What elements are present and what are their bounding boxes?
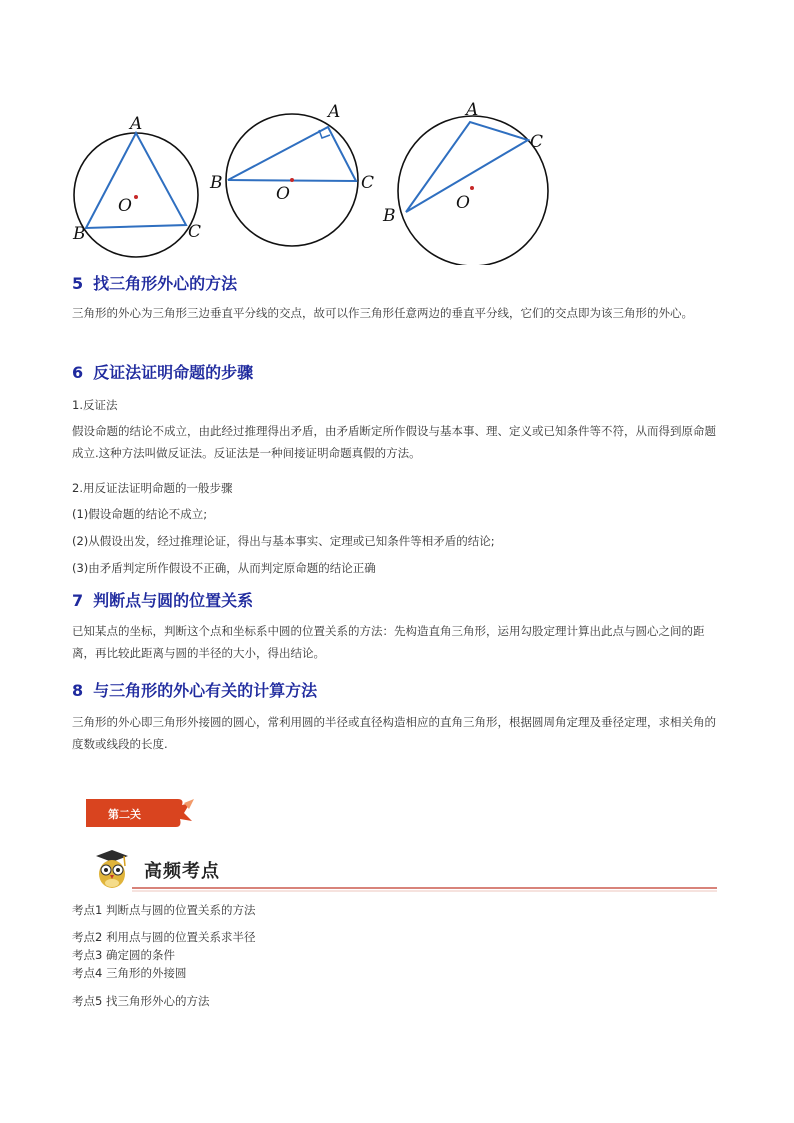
- kaodian-item: 考点4 三角形的外接圆: [72, 966, 187, 980]
- label-c: C: [361, 173, 375, 193]
- section-6-sub1: 1.反证法: [72, 398, 118, 412]
- level-badge: [86, 797, 196, 829]
- level-badge-text: 第二关: [108, 808, 141, 821]
- section-8-paragraph: 三角形的外心即三角形外接圆的圆心，常利用圆的半径或直径构造相应的直角三角形，根据圆周角定理及垂径定理，求相关角的度数或线段的长度.: [72, 715, 716, 751]
- section-5-paragraph: 三角形的外心为三角形三边垂直平分线的交点，故可以作三角形任意两边的垂直平分线，它们的交点即为该三角形的外心。: [72, 306, 693, 320]
- owl-mascot-icon: [96, 850, 128, 888]
- kaodian-item: 考点5 找三角形外心的方法: [72, 994, 210, 1008]
- label-o: O: [276, 184, 290, 204]
- section-6-step3: (3)由矛盾判定所作假设不正确，从而判定原命题的结论正确: [72, 561, 376, 575]
- figure-obtuse-triangle: [378, 95, 563, 265]
- label-a: A: [130, 114, 143, 134]
- section-6-step2: (2)从假设出发，经过推理论证，得出与基本事实、定理或已知条件等相矛盾的结论;: [72, 534, 495, 548]
- kaodian-item: 考点2 利用点与圆的位置关系求半径: [72, 930, 256, 944]
- label-o: O: [118, 196, 132, 216]
- section-6-para1: 假设命题的结论不成立，由此经过推理得出矛盾，由矛盾断定所作假设与基本事、理、定义或已知条件等不符，从而得到原命题成立.这种方法叫做反证法。反证法是一种间接证明命题真假的方法。: [72, 424, 716, 460]
- figure-right-triangle: [208, 95, 378, 265]
- label-a: A: [466, 100, 479, 120]
- figure-acute-triangle: [68, 95, 218, 265]
- label-c: C: [530, 132, 544, 152]
- kaodian-item: 考点1 判断点与圆的位置关系的方法: [72, 903, 256, 917]
- label-a: A: [328, 102, 341, 122]
- bar-title: 高频考点: [144, 861, 220, 882]
- section-6-step1: (1)假设命题的结论不成立;: [72, 507, 208, 521]
- label-b: B: [210, 173, 223, 193]
- label-b: B: [383, 206, 396, 226]
- section-6-sub2: 2.用反证法证明命题的一般步骤: [72, 481, 233, 495]
- section-6-heading: 6 反证法证明命题的步骤: [72, 363, 254, 382]
- section-7-heading: 7 判断点与圆的位置关系: [72, 591, 254, 610]
- section-5-heading: 5 找三角形外心的方法: [72, 274, 238, 293]
- kaodian-item: 考点3 确定圆的条件: [72, 948, 175, 962]
- figures-row: [68, 95, 568, 265]
- label-o: O: [456, 193, 470, 213]
- label-c: C: [188, 222, 202, 242]
- section-7-paragraph: 已知某点的坐标，判断这个点和坐标系中圆的位置关系的方法：先构造直角三角形，运用勾股定理计算出此点与圆心之间的距离，再比较此距离与圆的半径的大小，得出结论。: [72, 624, 705, 660]
- label-b: B: [73, 224, 86, 244]
- section-8-heading: 8 与三角形的外心有关的计算方法: [72, 681, 318, 700]
